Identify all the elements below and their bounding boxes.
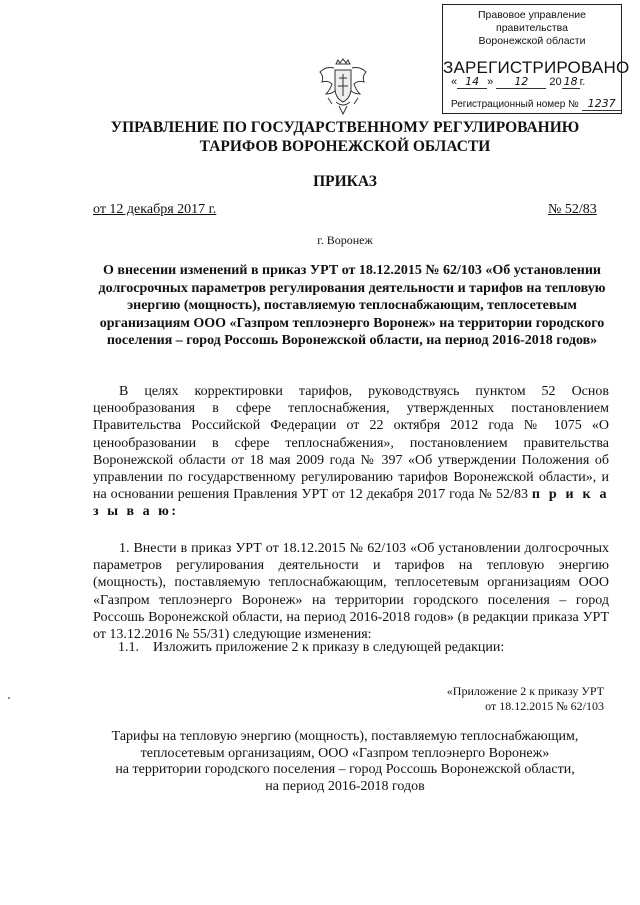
tariff-title (80, 729, 610, 795)
document-date: от 12 декабря 2017 г. (93, 202, 217, 217)
appendix-note-line-1: «Приложение 2 к приказу УРТ (446, 684, 604, 698)
item-1-paragraph: 1. Внести в приказ УРТ от 18.12.2015 № 62/103 «Об установлении долгосрочных параметров регулирования деятельности и тарифов на тепловую энергию (мощность), поставляемую теплоснабжающим, теплосетевым организациям ООО «Газпром теплоэнерго Воронеж» на территории городского поселения – город Россошь Воронежской области, на период 2016-2018 годов» (в редакции приказа УРТ от 13.12.2016 № 55/31) следующие изменения: (93, 541, 609, 643)
tariff-title-line-2: теплосетевым организациям, ООО «Газпром теплоэнерго Воронеж» (140, 745, 550, 761)
document-type: ПРИКАЗ (313, 173, 377, 190)
stamp-number (451, 97, 619, 111)
stamp-registered: ЗАРЕГИСТРИРОВАНО (443, 58, 630, 77)
margin-mark (8, 697, 10, 699)
appendix-note (447, 684, 604, 714)
order-word: п р и к а з ы в а ю: (93, 487, 610, 520)
organization-line-2: ТАРИФОВ ВОРОНЕЖСКОЙ ОБЛАСТИ (199, 138, 491, 155)
coat-of-arms-icon (316, 58, 370, 116)
item-1-1-paragraph: 1.1. Изложить приложение 2 к приказу в следующей редакции: (118, 640, 505, 655)
organization-line-1: УПРАВЛЕНИЕ ПО ГОСУДАРСТВЕННОМУ РЕГУЛИРОВАНИЮ (110, 119, 580, 136)
stamp-date-month: 12 (496, 75, 546, 89)
document-subject: О внесении изменений в приказ УРТ от 18.12.2015 № 62/103 «Об установлении долгосрочных параметров регулирования деятельности и тарифов на тепловую энергию (мощность), поставляемую теплоснабжающим, теплосетевым организациям ООО «Газпром теплоэнерго Воронеж» на территории городского поселения – город Россошь Воронежской области, на период 2016-2018 годов» (98, 263, 606, 348)
preamble-text: В целях корректировки тарифов, руководствуясь пунктом 52 Основ ценообразования в сфере теплоснабжения, утвержденных постановлением Правительства Российской Федерации от 22 октября 2012 года № 1075 «О ценообразовании в сфере теплоснабжения», постановлением правительства Воронежской области от 18 мая 2009 года № 397 «Об утверждении Положения об управлении по государственному регулированию тарифов Воронежской области», и на основании решения Правления УРТ от 12 декабря 2017 года № 52/83 (93, 384, 609, 503)
stamp-date-year: 18 (563, 75, 578, 88)
tariff-title-line-3: на территории городского поселения – город Россошь Воронежской области, (115, 762, 575, 777)
stamp-date: « 14 » 12 20 18 г. (451, 75, 586, 88)
registration-stamp (442, 4, 630, 114)
stamp-number-label: Регистрационный номер № (451, 99, 579, 110)
appendix-note-line-2: от 18.12.2015 № 62/103 (485, 699, 604, 713)
preamble-paragraph (93, 383, 609, 521)
stamp-date-year-prefix: 20 (549, 76, 562, 88)
organization-name (80, 118, 610, 156)
stamp-date-day: 14 (457, 75, 487, 89)
stamp-number-value: 1237 (582, 97, 622, 111)
tariff-title-line-1: Тарифы на тепловую энергию (мощность), поставляемую теплоснабжающим, (111, 729, 579, 744)
stamp-line-1: Правовое управление правительства (477, 9, 586, 34)
city: г. Воронеж (317, 233, 373, 247)
stamp-line-2: Воронежской области (478, 35, 586, 47)
tariff-title-line-4: на период 2016-2018 годов (265, 778, 425, 794)
document-number: № 52/83 (548, 202, 597, 217)
